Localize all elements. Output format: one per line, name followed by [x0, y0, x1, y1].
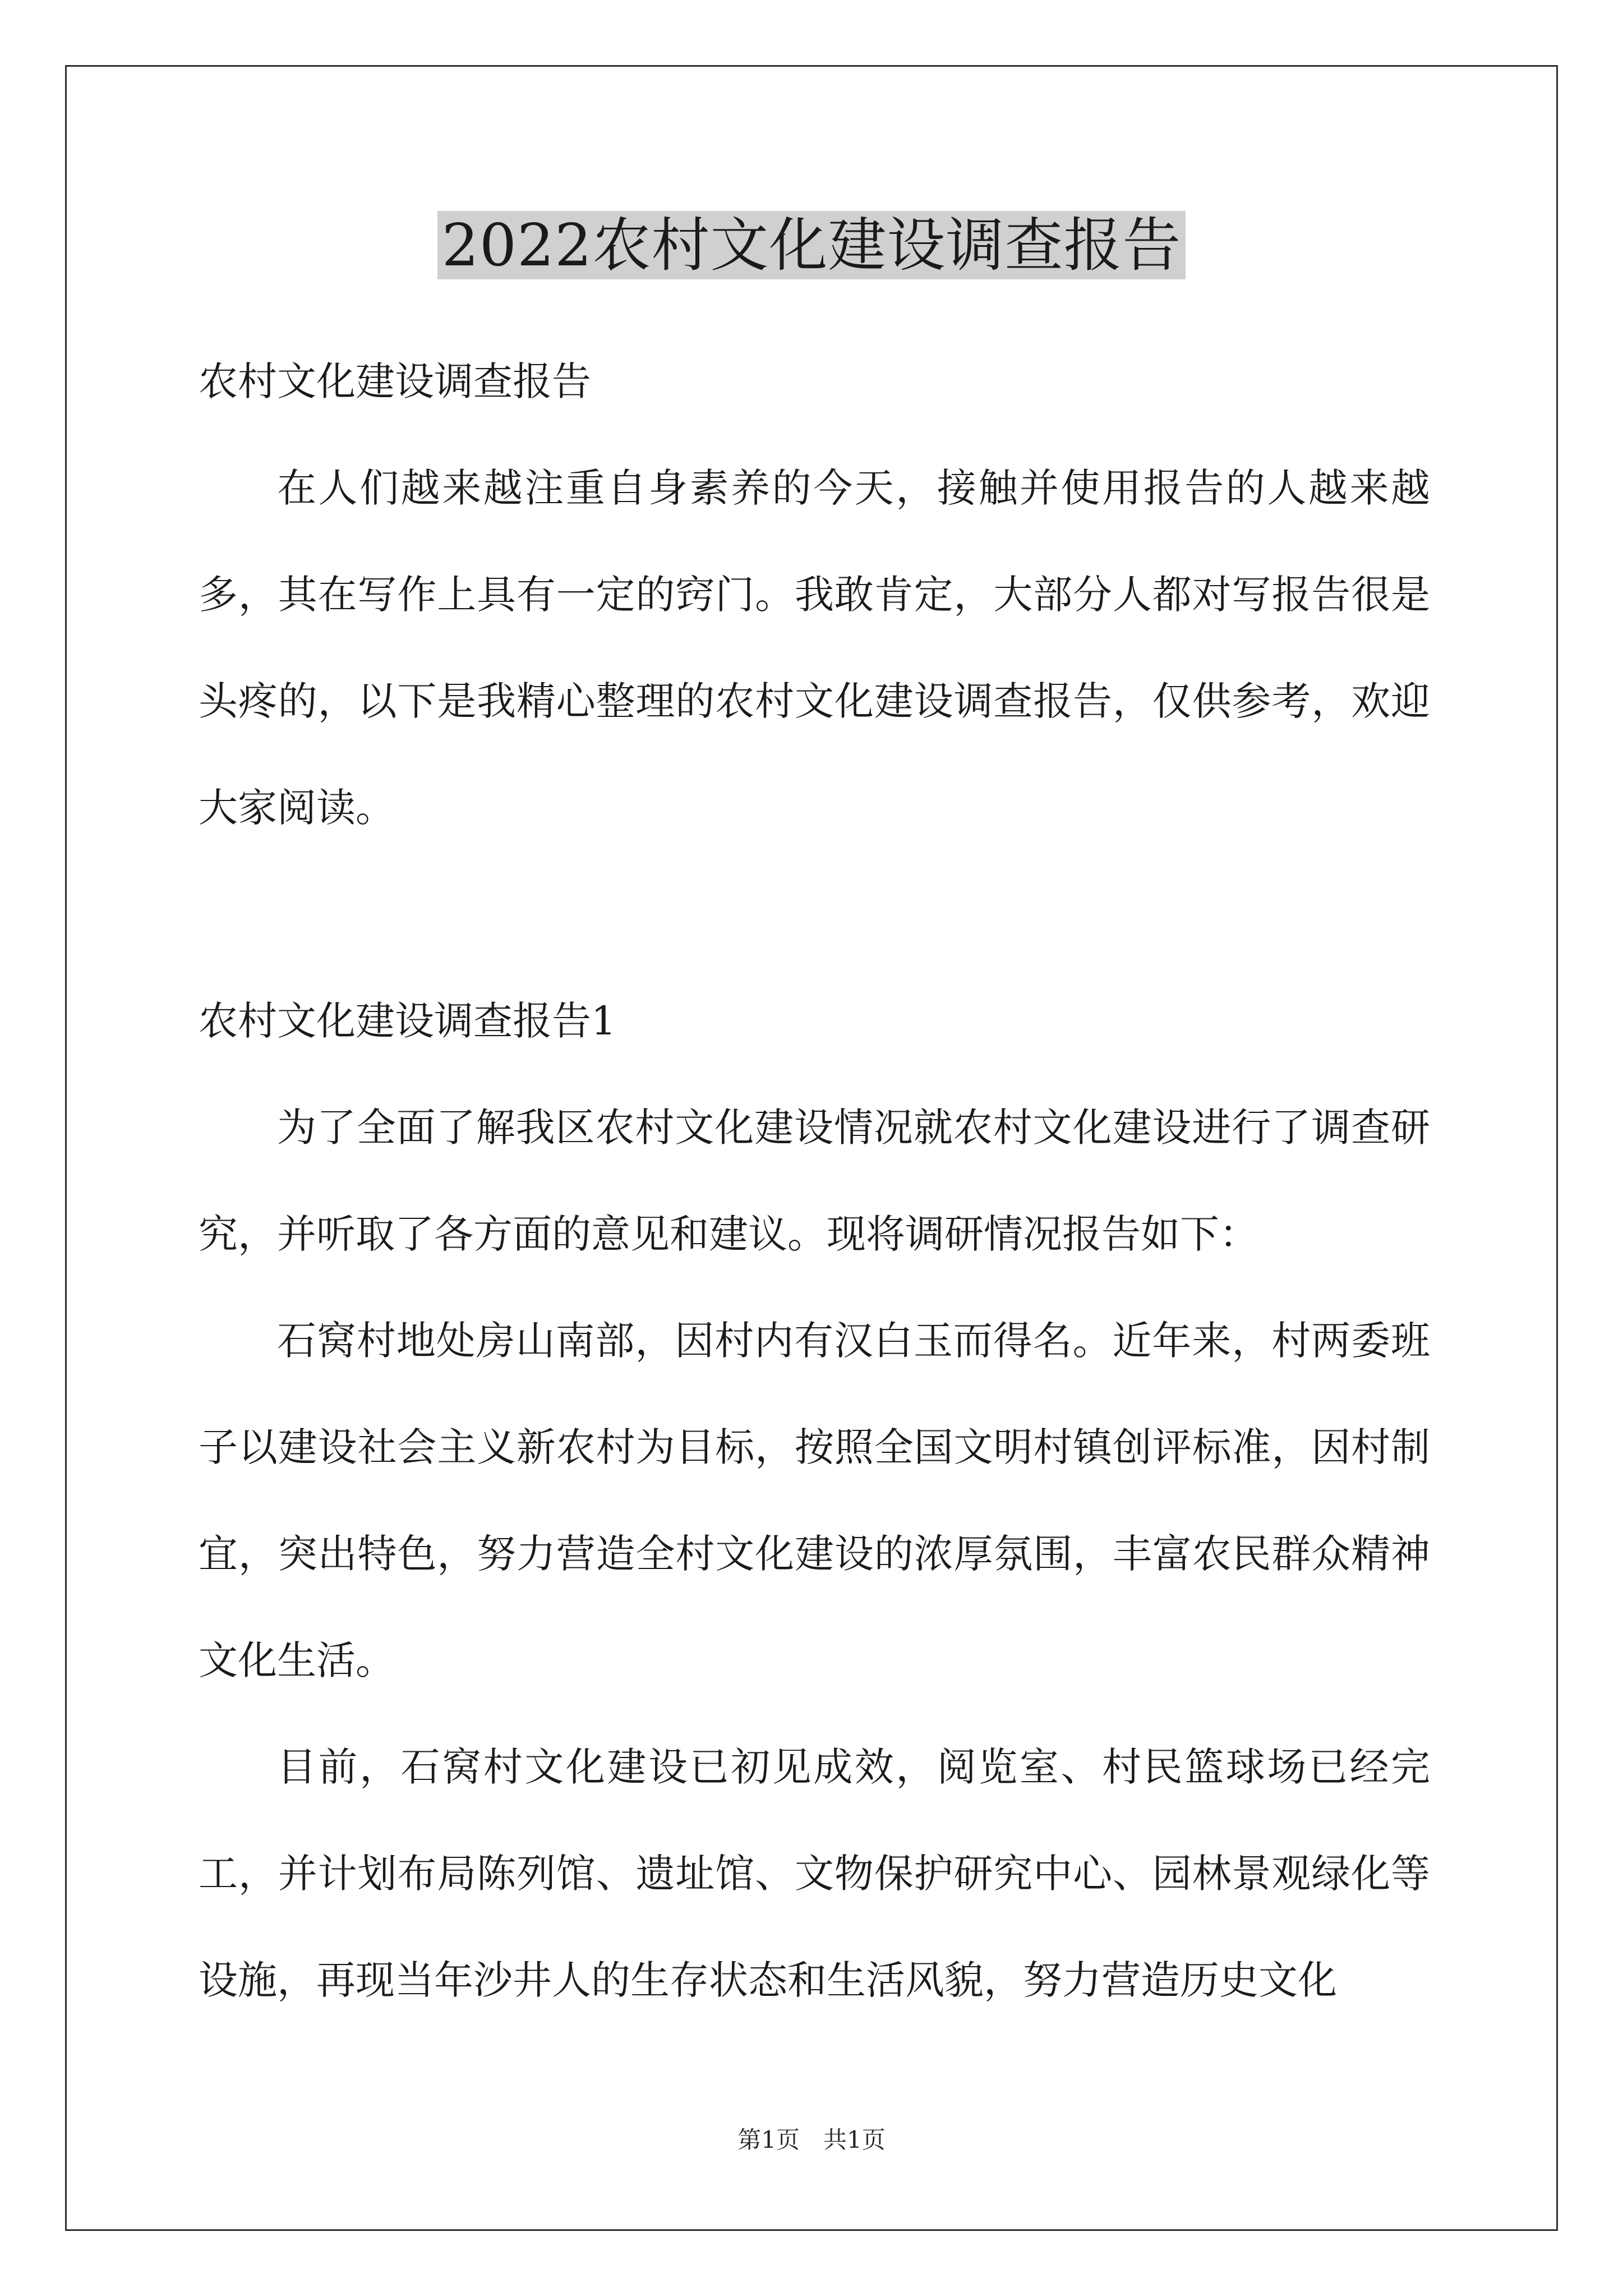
page-footer: 第1页 共1页	[737, 2126, 886, 2154]
document-title-text: 2022农村文化建设调查报告	[437, 211, 1186, 279]
body-paragraph-2: 石窝村地处房山南部，因村内有汉白玉而得名。近年来，村两委班子以建设社会主义新农村为目标，按照全国文明村镇创评标准，因村制宜，突出特色，努力营造全村文化建设的浓厚氛围，丰富农民群众精神文化生活。	[199, 1318, 1430, 1683]
section-heading: 农村文化建设调查报告1	[199, 998, 616, 1044]
intro-paragraph: 在人们越来越注重自身素养的今天，接触并使用报告的人越来越多，其在写作上具有一定的窍门。我敢肯定，大部分人都对写报告很是头疼的，以下是我精心整理的农村文化建设调查报告，仅供参考，欢迎大家阅读。	[199, 465, 1430, 831]
body-paragraph-1: 为了全面了解我区农村文化建设情况就农村文化建设进行了调查研究，并听取了各方面的意见和建议。现将调研情况报告如下：	[199, 1105, 1430, 1257]
body-paragraph-3: 目前，石窝村文化建设已初见成效，阅览室、村民篮球场已经完工，并计划布局陈列馆、遗址馆、文物保护研究中心、园林景观绿化等设施，再现当年沙井人的生存状态和生活风貌，努力营造历史文化	[199, 1744, 1430, 2003]
document-title	[0, 209, 1623, 282]
document-subtitle: 农村文化建设调查报告	[199, 358, 591, 404]
